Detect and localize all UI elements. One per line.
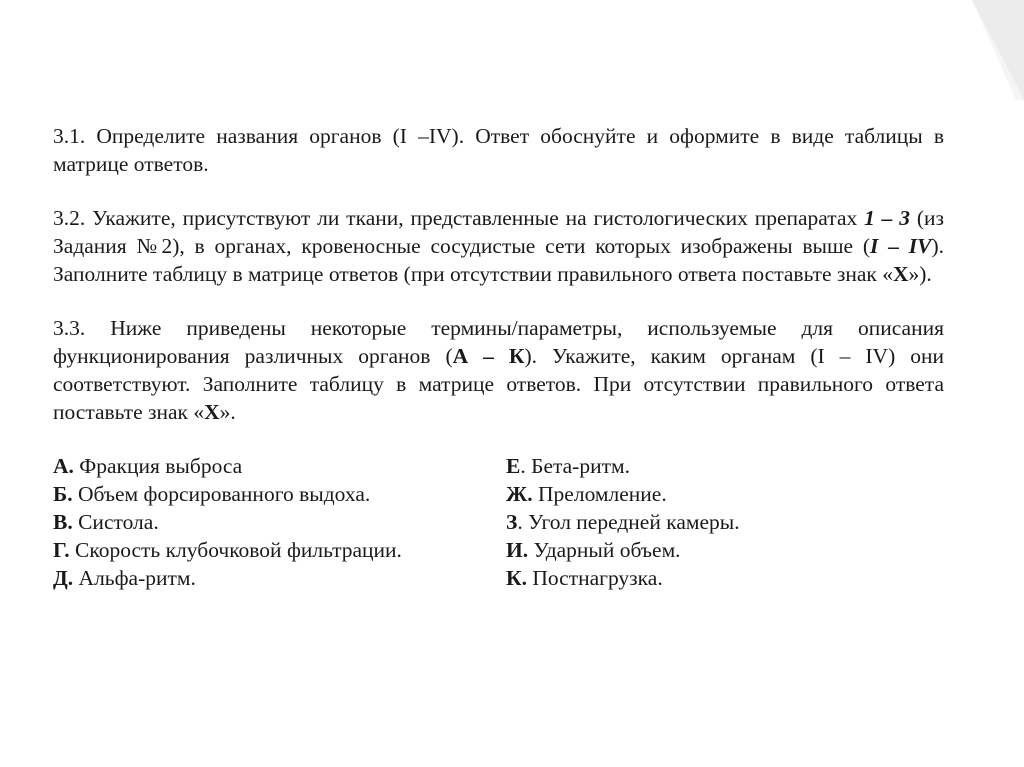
item-text: Альфа-ритм. xyxy=(73,566,196,590)
item-letter: Д. xyxy=(53,566,74,590)
organ-range: I – IV xyxy=(870,234,932,258)
item-letter: В. xyxy=(53,510,73,534)
list-item xyxy=(53,452,402,480)
terms-column-right xyxy=(506,452,740,592)
item-letter: Ж. xyxy=(506,482,533,506)
terms-list xyxy=(53,452,944,592)
item-text: Преломление. xyxy=(532,482,667,506)
list-item xyxy=(506,536,740,564)
question-body: Определите названия органов (I –IV). Ответ обоснуйте и оформите в виде таблицы в матрице ответов. xyxy=(53,124,944,176)
preparation-range: 1 – 3 xyxy=(864,206,910,230)
question-body: ». xyxy=(219,400,236,424)
item-text: Ударный объем. xyxy=(528,538,681,562)
question-3-3 xyxy=(53,314,944,426)
question-body: ). Укажите, каким органам (I – IV) они соответствуют. Заполните таблицу в матрице ответов. При отсутствии правильного ответа поставьте знак « xyxy=(53,344,944,424)
question-text-block xyxy=(53,122,944,592)
list-item xyxy=(506,564,740,592)
item-letter: Е xyxy=(506,454,521,478)
term-range: А – К xyxy=(452,344,525,368)
question-3-1 xyxy=(53,122,944,178)
cross-mark: Х xyxy=(892,262,909,286)
question-number: 3.1. xyxy=(53,124,86,148)
item-text: . Угол передней камеры. xyxy=(517,510,740,534)
question-body: ). Заполните таблицу в матрице ответов (при отсутствии правильного ответа поставьте знак « xyxy=(53,234,944,286)
question-body: Ниже приведены некоторые термины/параметры, используемые для описания функционирования различных органов ( xyxy=(53,316,944,368)
item-letter: Б. xyxy=(53,482,73,506)
terms-column-left xyxy=(53,452,402,592)
item-text: Систола. xyxy=(72,510,159,534)
question-3-2 xyxy=(53,204,944,288)
item-letter: З xyxy=(506,510,518,534)
item-letter: И. xyxy=(506,538,529,562)
question-number: 3.3. xyxy=(53,316,86,340)
list-item xyxy=(53,480,402,508)
item-text: . Бета-ритм. xyxy=(520,454,630,478)
cross-mark: Х xyxy=(204,400,220,424)
item-text: Объем форсированного выдоха. xyxy=(72,482,371,506)
question-body: Укажите, присутствуют ли ткани, представленные на гистологических препаратах xyxy=(85,206,865,230)
question-number: 3.2. xyxy=(53,206,86,230)
question-body: »). xyxy=(908,262,932,286)
item-text: Постнагрузка. xyxy=(526,566,663,590)
item-letter: Г. xyxy=(53,538,70,562)
question-body: (из Задания №2), в органах, кровеносные сосудистые сети которых изображены выше ( xyxy=(53,206,944,258)
item-text: Скорость клубочковой фильтрации. xyxy=(69,538,402,562)
list-item xyxy=(506,480,740,508)
list-item xyxy=(53,536,402,564)
item-letter: А. xyxy=(53,454,74,478)
list-item xyxy=(53,564,402,592)
list-item xyxy=(53,508,402,536)
page-curl-decoration xyxy=(972,0,1024,100)
item-text: Фракция выброса xyxy=(73,454,243,478)
list-item xyxy=(506,452,740,480)
list-item xyxy=(506,508,740,536)
item-letter: К. xyxy=(506,566,527,590)
